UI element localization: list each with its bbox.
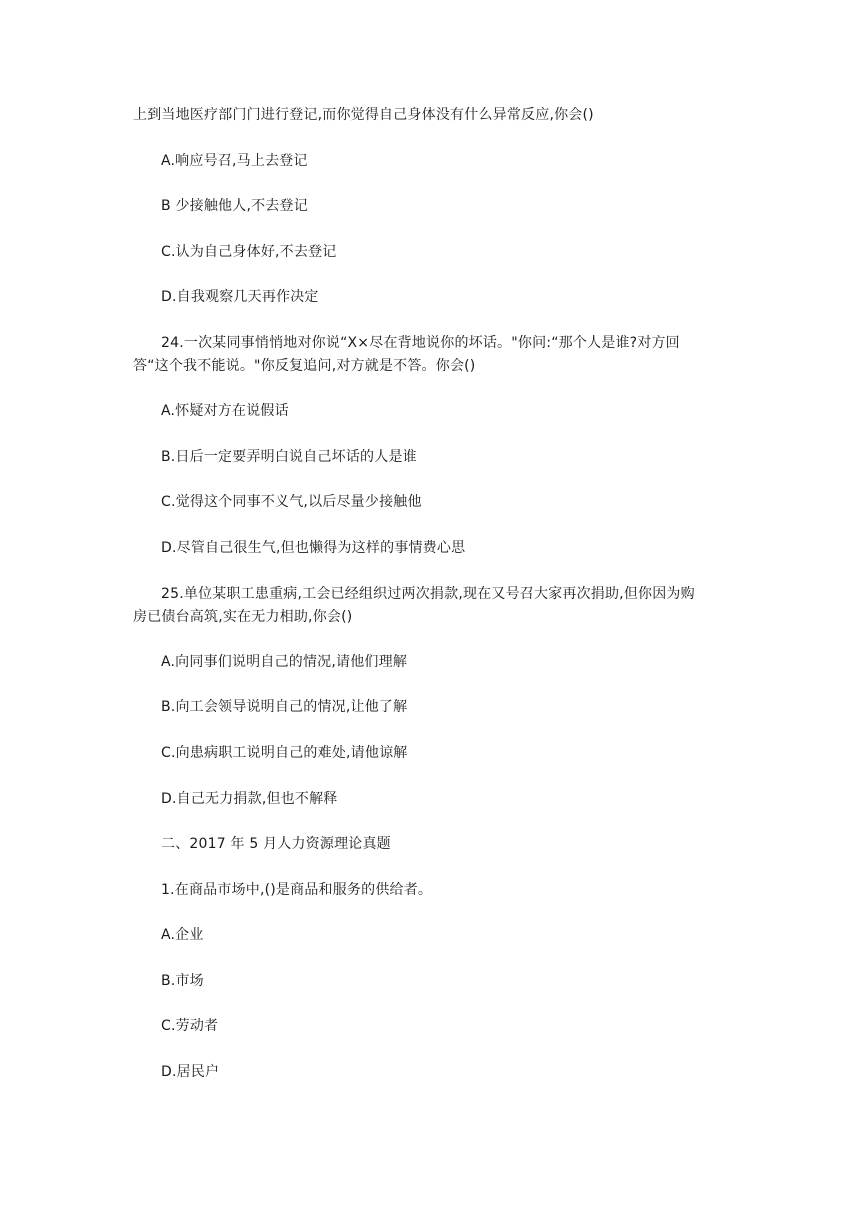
question-23-option-d: D.自我观察几天再作决定 (161, 289, 319, 305)
question-24-text-line-1: 24.一次某同事悄悄地对你说“X×尽在背地说你的坏话。"你问:“那个人是谁?对方回 (161, 335, 680, 351)
question-24-text-line-2: 答“这个我不能说。"你反复追问,对方就是不答。你会() (133, 358, 476, 374)
question-23-option-c: C.认为自己身体好,不去登记 (161, 244, 337, 260)
question-25-text-line-1: 25.单位某职工患重病,工会已经组织过两次捐款,现在又号召大家再次捐助,但你因为购 (161, 586, 695, 602)
question-24-option-c: C.觉得这个同事不义气,以后尽量少接触他 (161, 494, 422, 510)
section-heading: 二、2017 年 5 月人力资源理论真题 (161, 836, 391, 852)
question-25-option-a: A.向同事们说明自己的情况,请他们理解 (161, 654, 408, 670)
question-25-option-b: B.向工会领导说明自己的情况,让他了解 (161, 699, 408, 715)
question-23-option-a: A.响应号召,马上去登记 (161, 153, 308, 169)
question-1-option-c: C.劳动者 (161, 1018, 219, 1034)
question-25-text-line-2: 房已债台高筑,实在无力相助,你会() (133, 609, 353, 625)
question-1-option-d: D.居民户 (161, 1064, 220, 1080)
question-25-option-c: C.向患病职工说明自己的难处,请他谅解 (161, 745, 408, 761)
question-23-text-continued: 上到当地医疗部门门进行登记,而你觉得自己身体没有什么异常反应,你会() (133, 107, 594, 123)
question-1-option-b: B.市场 (161, 973, 204, 989)
question-1-option-a: A.企业 (161, 927, 204, 943)
question-24-option-b: B.日后一定要弄明白说自己坏话的人是谁 (161, 449, 417, 465)
question-25-option-d: D.自己无力捐款,但也不解释 (161, 791, 338, 807)
question-1-text: 1.在商品市场中,()是商品和服务的供给者。 (161, 882, 433, 898)
question-24-option-a: A.怀疑对方在说假话 (161, 403, 289, 419)
question-24-option-d: D.尽管自己很生气,但也懒得为这样的事情费心思 (161, 540, 466, 556)
question-23-option-b: B 少接触他人,不去登记 (161, 198, 308, 214)
